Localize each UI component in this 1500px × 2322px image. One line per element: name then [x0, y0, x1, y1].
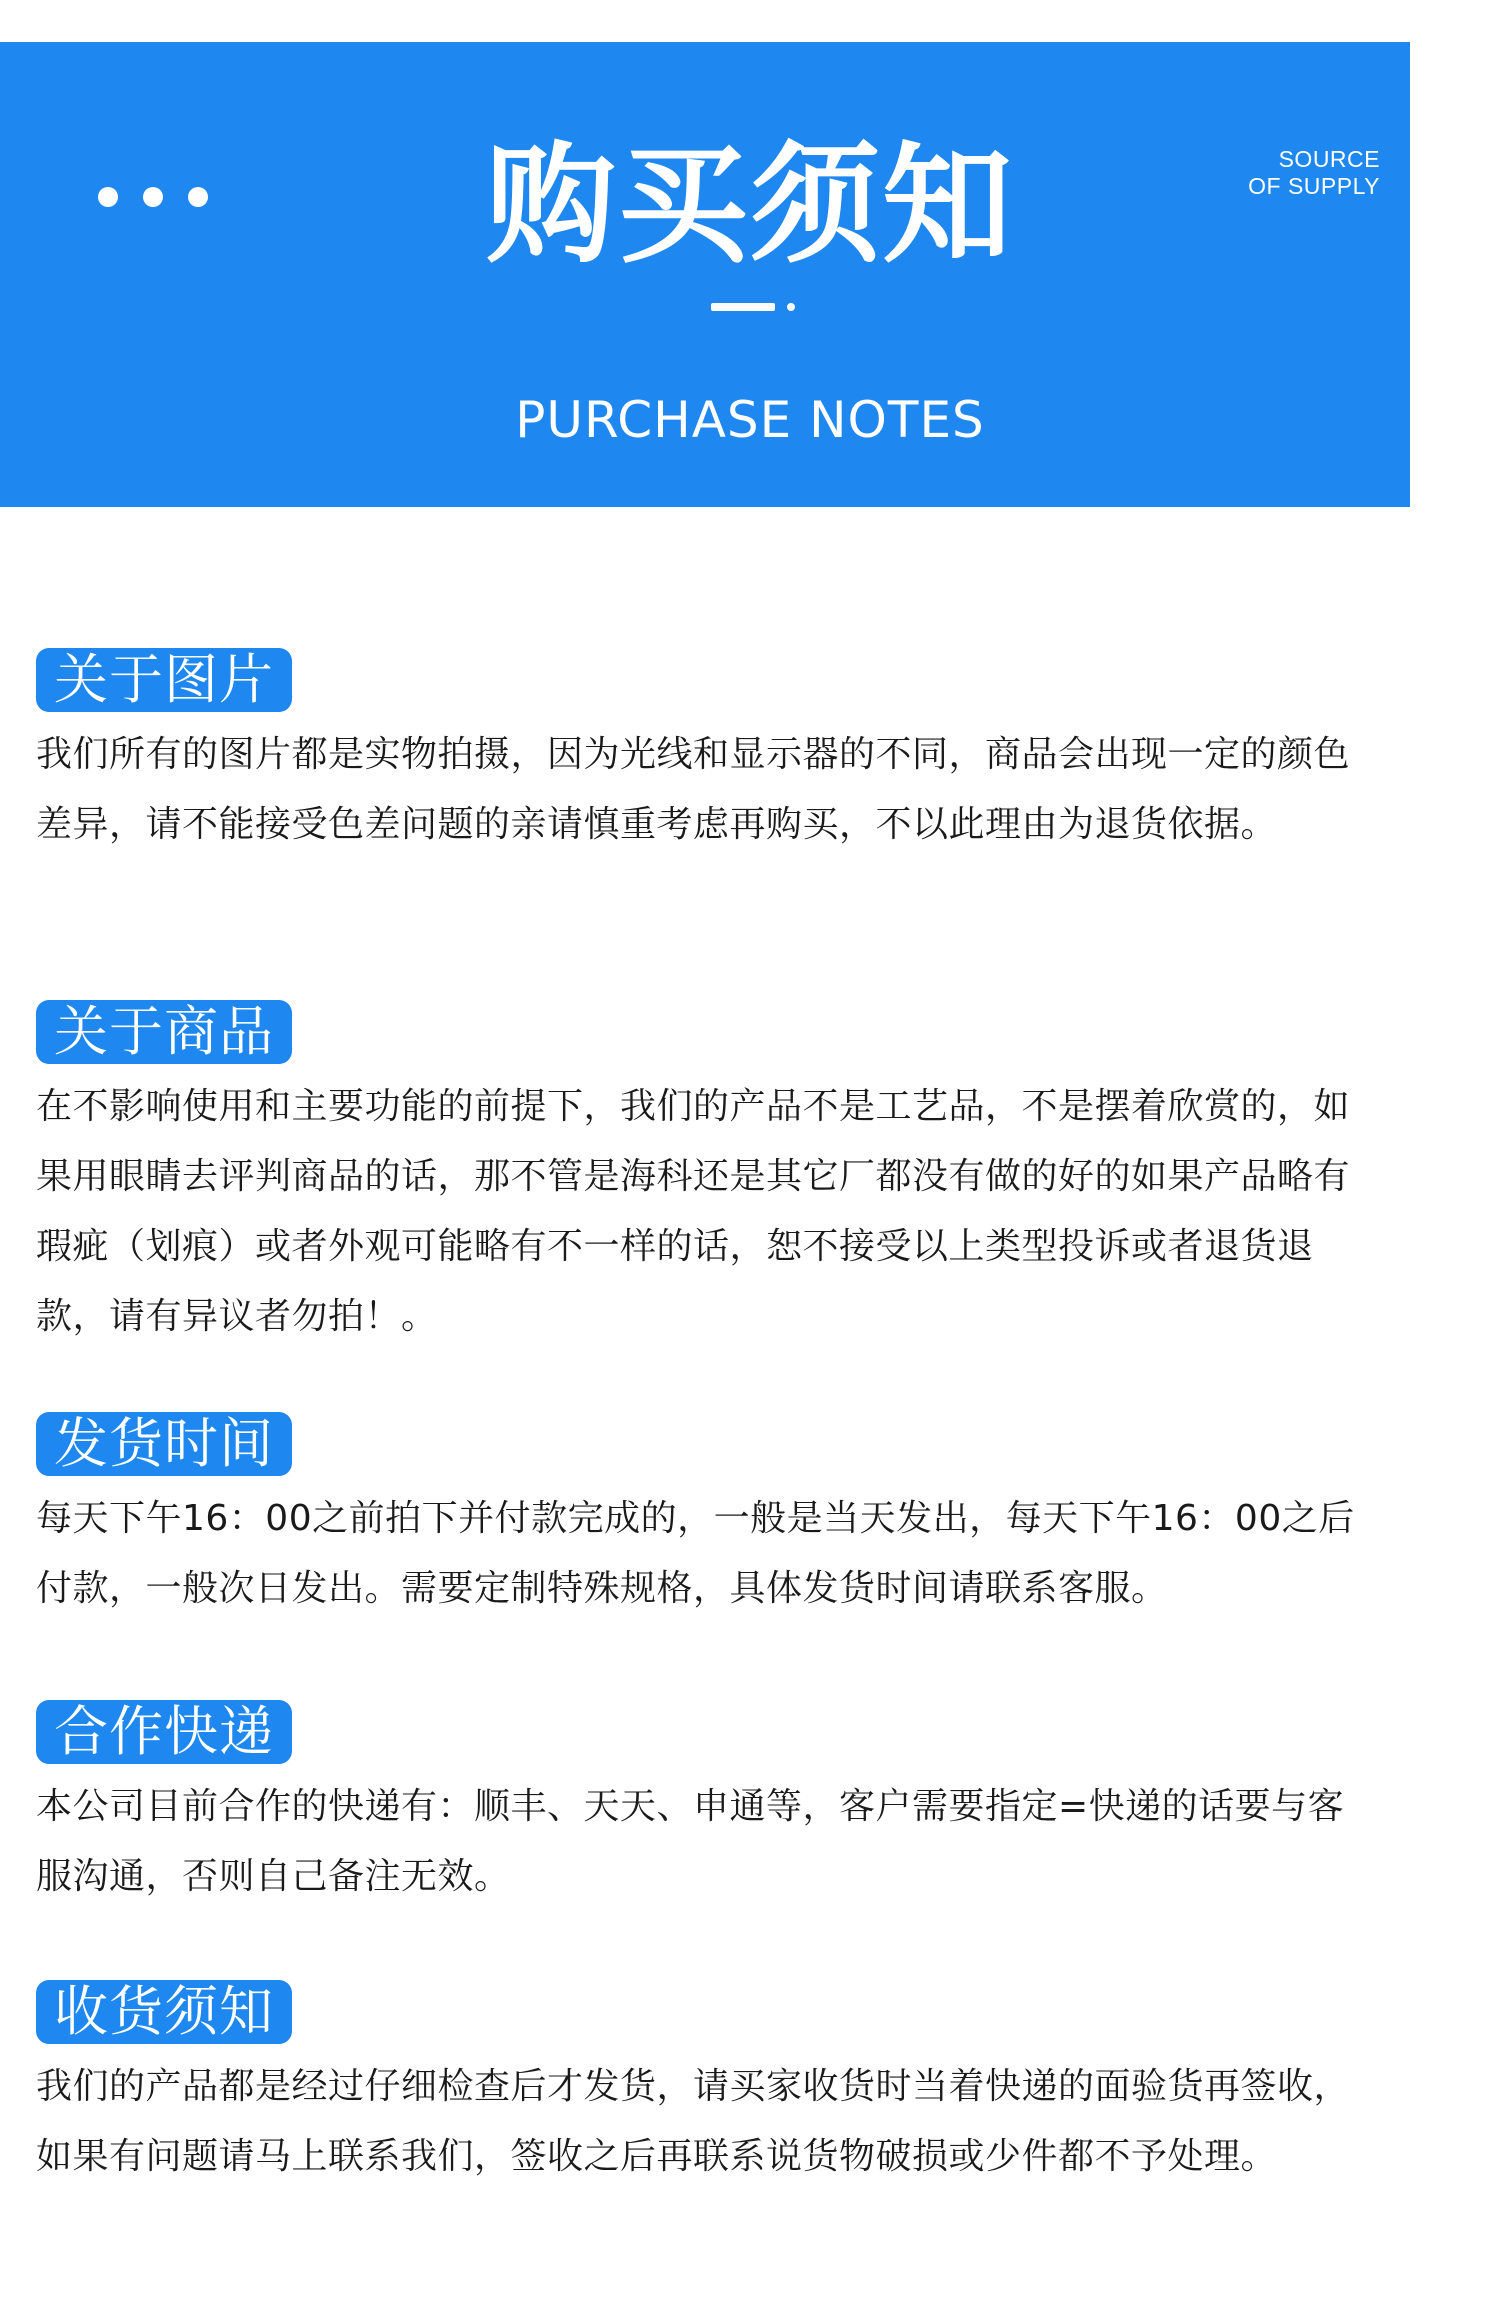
- page-title: 购买须知: [485, 129, 1014, 281]
- source-line-2: OF SUPPLY: [1248, 173, 1380, 199]
- section-receipt-notes: [36, 1980, 1366, 2192]
- section-heading: 合作快递: [36, 1700, 292, 1764]
- section-body: 我们的产品都是经过仔细检查后才发货，请买家收货时当着快递的面验货再签收，如果有问题请马上联系我们，签收之后再联系说货物破损或少件都不予处理。: [36, 2066, 1351, 2177]
- section-body: 在不影响使用和主要功能的前提下，我们的产品不是工艺品，不是摆着欣赏的，如果用眼睛去评判商品的话，那不管是海科还是其它厂都没有做的好的如果产品略有瑕疵（划痕）或者外观可能略有不一样的话，恕不接受以上类型投诉或者退货退款，请有异议者勿拍！。: [36, 1086, 1351, 1337]
- section-about-goods: [36, 1000, 1366, 1352]
- section-body: 我们所有的图片都是实物拍摄，因为光线和显示器的不同，商品会出现一定的颜色差异，请不能接受色差问题的亲请慎重考虑再购买，不以此理由为退货依据。: [36, 734, 1351, 845]
- divider-dot: [787, 303, 795, 311]
- section-body: 本公司目前合作的快递有：顺丰、天天、申通等，客户需要指定=快递的话要与客服沟通，否则自己备注无效。: [36, 1786, 1345, 1897]
- source-line-1: SOURCE: [1278, 146, 1380, 172]
- divider-dash: [711, 303, 775, 311]
- section-courier-partners: [36, 1700, 1366, 1912]
- section-about-photos: [36, 648, 1366, 860]
- section-shipping-time: [36, 1412, 1366, 1624]
- section-heading: 收货须知: [36, 1980, 292, 2044]
- section-heading: 关于图片: [36, 648, 292, 712]
- page-subtitle: PURCHASE NOTES: [515, 391, 985, 449]
- section-heading: 关于商品: [36, 1000, 292, 1064]
- section-heading: 发货时间: [36, 1412, 292, 1476]
- section-body: 每天下午16：00之前拍下并付款完成的，一般是当天发出，每天下午16：00之后付款，一般次日发出。需要定制特殊规格，具体发货时间请联系客服。: [36, 1498, 1355, 1609]
